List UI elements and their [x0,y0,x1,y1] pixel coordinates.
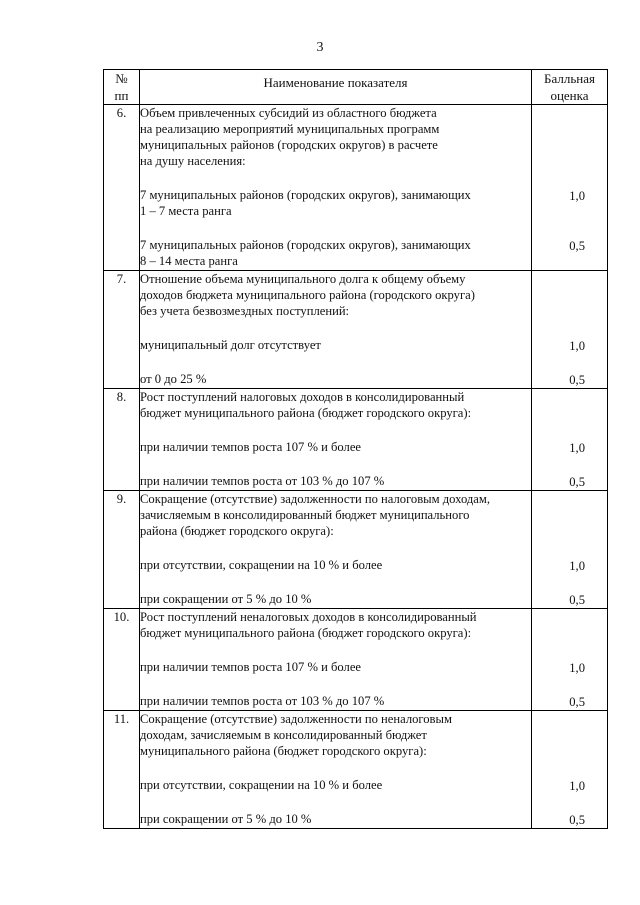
option-text-line: при отсутствии, сокращении на 10 % и более [140,778,383,792]
indicators-table [103,69,608,829]
option-text-line: 1 – 7 места ранга [140,204,232,218]
option-text-line: от 0 до 25 % [140,372,207,386]
indicator-title-line: муниципального района (бюджет городского округа): [140,744,427,758]
indicator-title-line: бюджет муниципального района (бюджет городского округа): [140,406,472,420]
score-cell [532,389,608,491]
option-text-line: при сокращении от 5 % до 10 % [140,812,312,826]
header-number [104,70,140,105]
indicator-cell [140,271,532,389]
score-value: 0,5 [569,813,585,827]
indicator-cell [140,491,532,609]
page-number: 3 [316,40,324,55]
option-text-line: при наличии темпов роста от 103 % до 107 % [140,474,385,488]
spacer [140,169,531,187]
indicator-title-line: муниципальных районов (городских округов) в расчете [140,138,438,152]
spacer [140,573,531,591]
spacer [140,675,531,693]
indicator-title-line: Сокращение (отсутствие) задолженности по налоговым доходам, [140,492,490,506]
table-header-row [104,70,608,105]
option-text-line: при наличии темпов роста 107 % и более [140,660,362,674]
option-text-line: 8 – 14 места ранга [140,254,238,268]
score-cell [532,271,608,389]
row-number: 6. [104,105,140,271]
spacer [140,793,531,811]
score-cell [532,491,608,609]
spacer [140,759,531,777]
table-row [104,271,608,389]
spacer [140,539,531,557]
indicator-title-line: доходам, зачисляемым в консолидированный бюджет [140,728,427,742]
score-value: 0,5 [569,593,585,607]
indicator-cell [140,609,532,711]
score-value: 1,0 [569,661,585,675]
score-cell [532,609,608,711]
indicator-title-line: без учета безвозмездных поступлений: [140,304,350,318]
option-text-line: муниципальный долг отсутствует [140,338,321,352]
indicator-cell [140,105,532,271]
header-number-line1: № [115,71,128,86]
indicator-title-line: Рост поступлений налоговых доходов в консолидированный [140,390,465,404]
table-row [104,105,608,271]
option-text-line: при наличии темпов роста 107 % и более [140,440,362,454]
row-number: 11. [104,711,140,829]
row-number: 10. [104,609,140,711]
table-row [104,491,608,609]
indicator-title-line: зачисляемым в консолидированный бюджет муниципального [140,508,470,522]
row-number: 9. [104,491,140,609]
option-text-line: при отсутствии, сокращении на 10 % и более [140,558,383,572]
score-value: 1,0 [569,339,585,353]
spacer [140,319,531,337]
option-text-line: при сокращении от 5 % до 10 % [140,592,312,606]
spacer [140,455,531,473]
score-value: 0,5 [569,239,585,253]
spacer [140,641,531,659]
header-indicator-name: Наименование показателя [140,70,532,105]
spacer [140,421,531,439]
header-score [532,70,608,105]
indicator-title-line: Объем привлеченных субсидий из областного бюджета [140,106,437,120]
option-text-line: при наличии темпов роста от 103 % до 107 % [140,694,385,708]
header-score-line2: оценка [550,88,589,103]
score-value: 1,0 [569,441,585,455]
score-cell [532,105,608,271]
option-text-line: 7 муниципальных районов (городских округов), занимающих [140,188,471,202]
spacer [140,353,531,371]
score-value: 1,0 [569,189,585,203]
header-score-line1: Балльная [544,71,595,86]
score-cell [532,711,608,829]
score-value: 0,5 [569,695,585,709]
table-row [104,609,608,711]
indicator-title-line: на душу населения: [140,154,246,168]
score-value: 1,0 [569,559,585,573]
indicator-title-line: доходов бюджета муниципального района (городского округа) [140,288,475,302]
indicator-cell [140,711,532,829]
score-value: 1,0 [569,779,585,793]
option-text-line: 7 муниципальных районов (городских округов), занимающих [140,238,471,252]
table-row [104,711,608,829]
header-number-line2: пп [114,88,129,103]
indicator-title-line: района (бюджет городского округа): [140,524,334,538]
row-number: 8. [104,389,140,491]
score-value: 0,5 [569,475,585,489]
indicator-title-line: на реализацию мероприятий муниципальных программ [140,122,440,136]
table-row [104,389,608,491]
row-number: 7. [104,271,140,389]
indicator-cell [140,389,532,491]
indicator-title-line: бюджет муниципального района (бюджет городского округа): [140,626,472,640]
indicator-title-line: Отношение объема муниципального долга к общему объему [140,272,466,286]
score-value: 0,5 [569,373,585,387]
indicator-title-line: Сокращение (отсутствие) задолженности по неналоговым [140,712,452,726]
spacer [140,219,531,237]
indicator-title-line: Рост поступлений неналоговых доходов в консолидированный [140,610,477,624]
